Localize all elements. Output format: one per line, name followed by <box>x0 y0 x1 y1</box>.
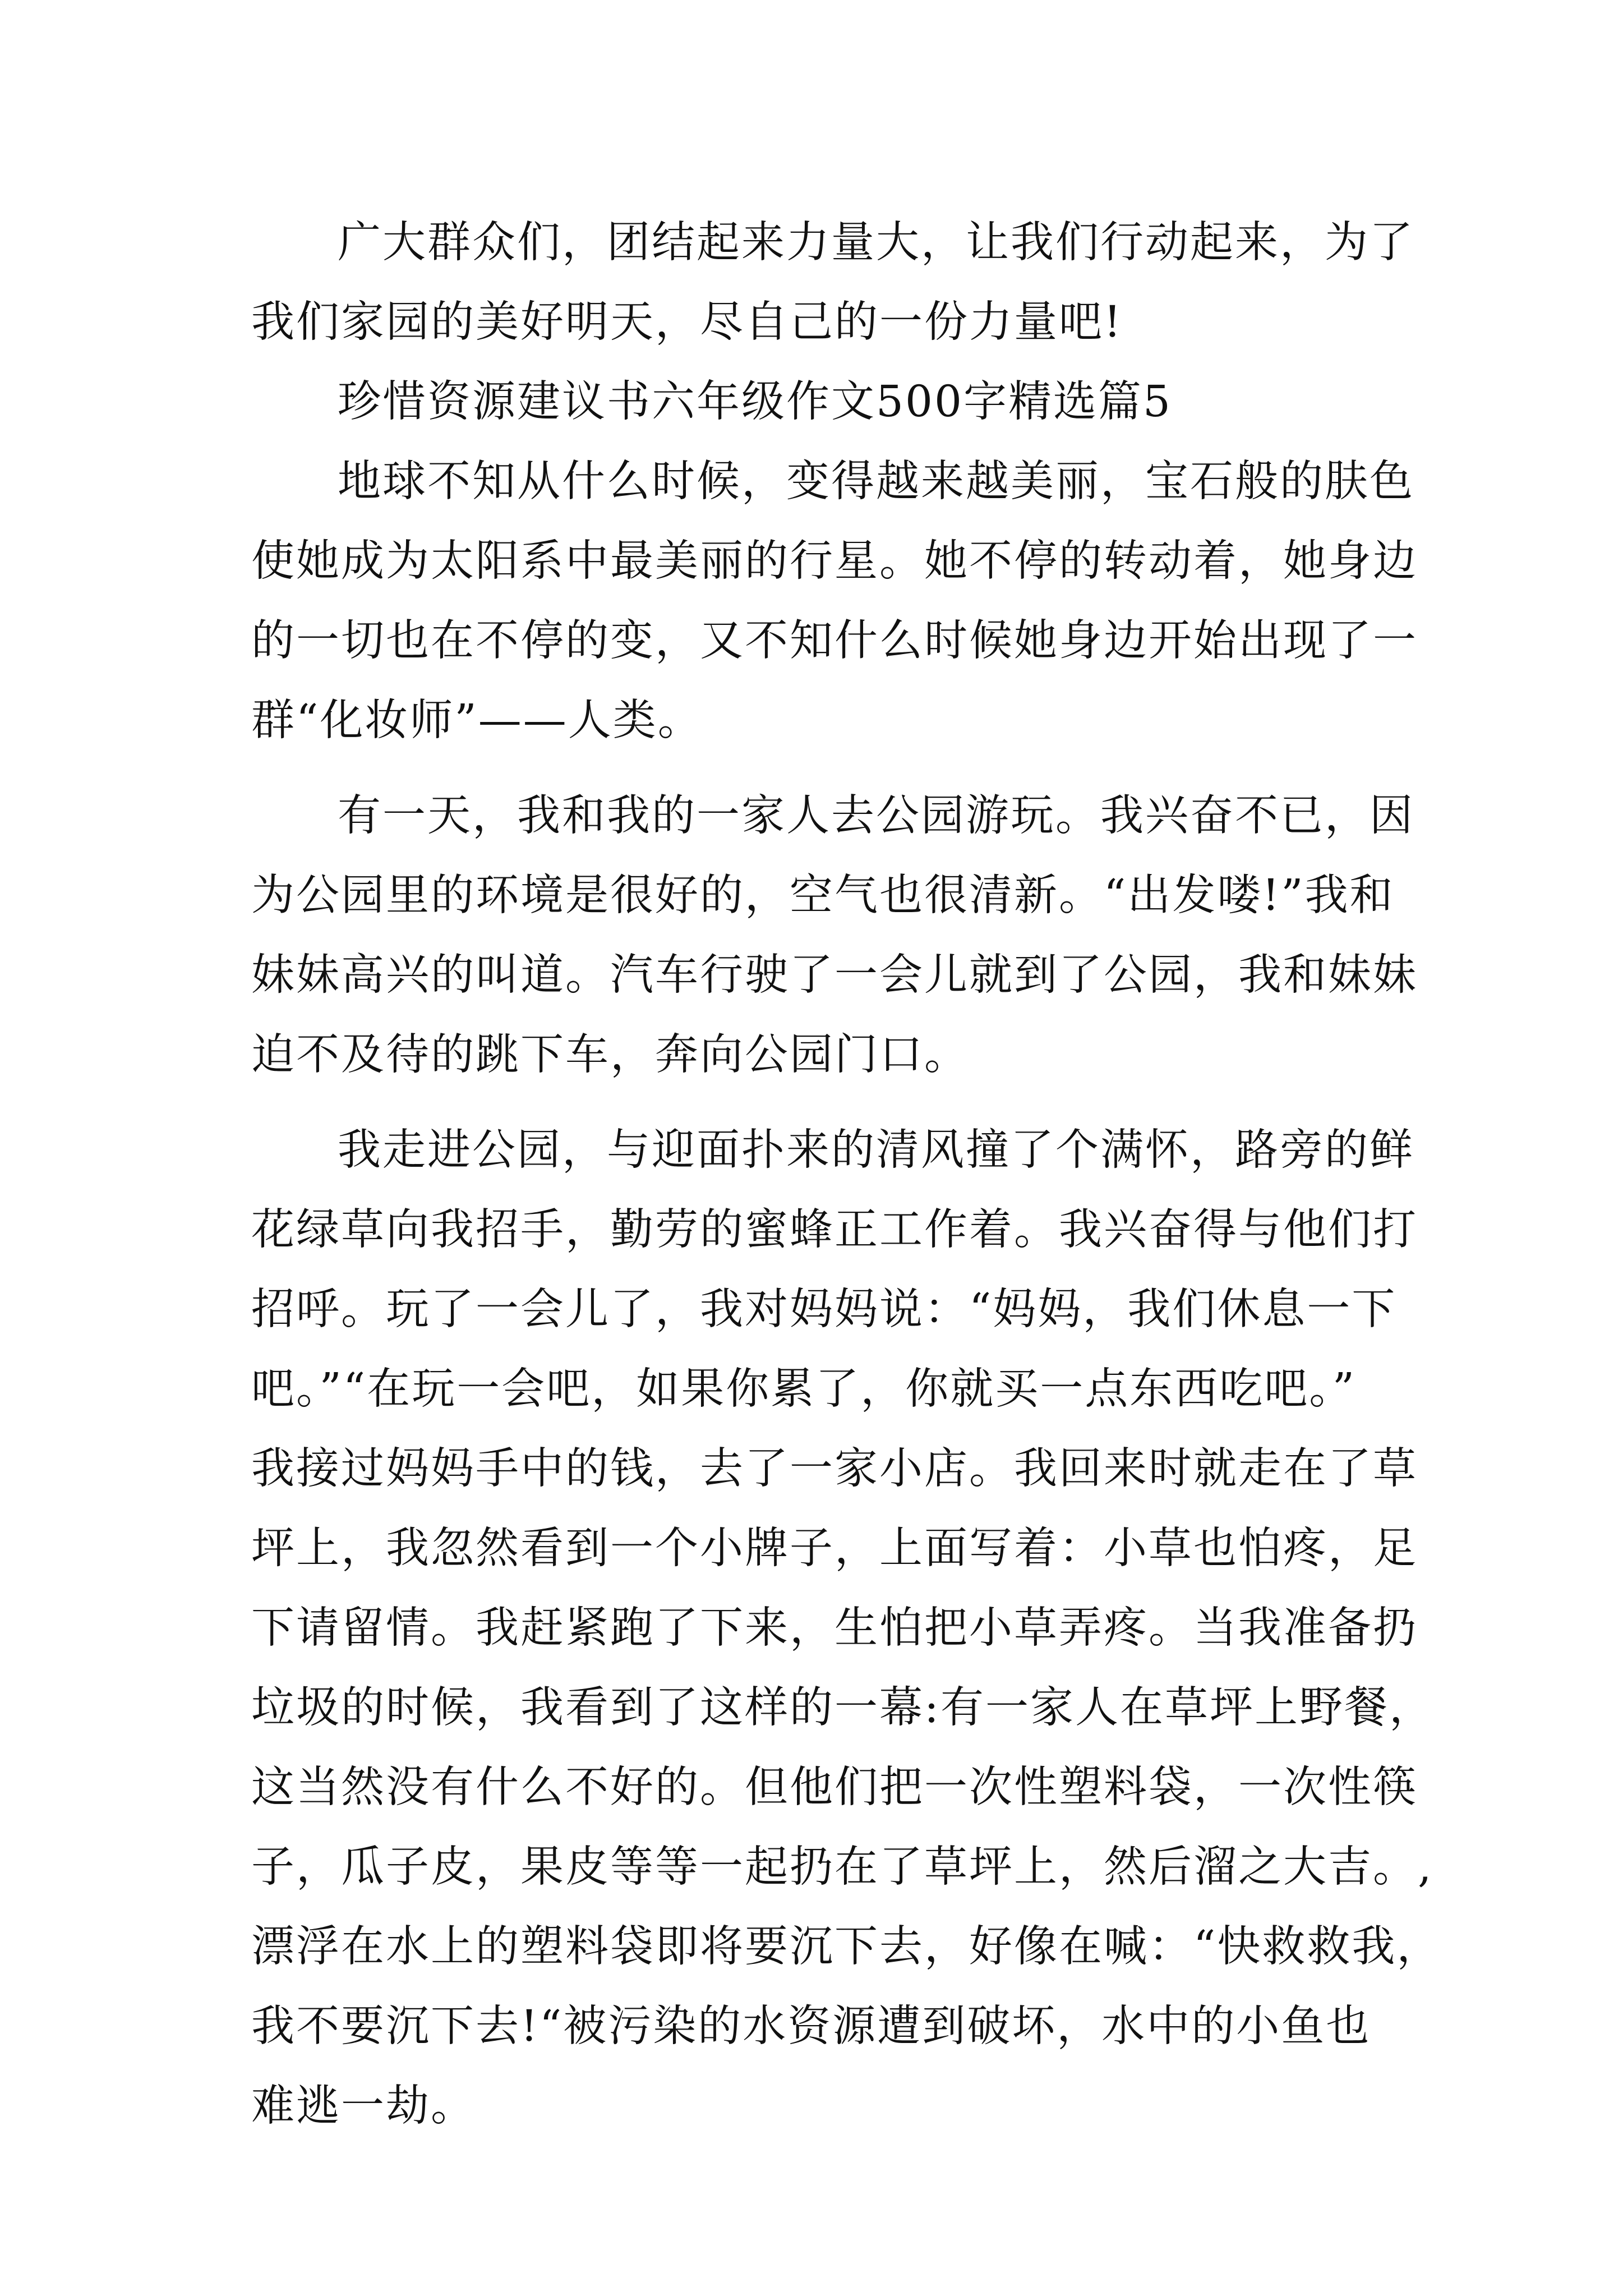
paragraph-line: 难逃一劫。 <box>251 2081 476 2131</box>
paragraph-in-the-park <box>251 1111 1442 2146</box>
paragraph-line: 地球不知从什么时候，变得越来越美丽，宝石般的肤色 <box>338 457 1414 507</box>
paragraph-park-trip <box>251 776 1418 1095</box>
paragraph-line: 坪上，我忽然看到一个小牌子，上面写着：小草也怕疼，足 <box>251 1524 1418 1573</box>
paragraph-line: 群“化妆师”——人类。 <box>251 696 703 746</box>
paragraph-line: 招呼。玩了一会儿了，我对妈妈说：“妈妈，我们休息一下 <box>251 1285 1397 1335</box>
paragraph-line: 我走进公园，与迎面扑来的清风撞了个满怀，路旁的鲜 <box>338 1125 1414 1175</box>
section-heading-text: 珍惜资源建议书六年级作文500字精选篇5 <box>338 377 1172 427</box>
paragraph-line: 花绿草向我招手，勤劳的蜜蜂正工作着。我兴奋得与他们打 <box>251 1205 1418 1255</box>
paragraph-line: 妹妹高兴的叫道。汽车行驶了一会儿就到了公园，我和妹妹 <box>251 950 1418 1000</box>
paragraph-line: 吧。”“在玩一会吧，如果你累了，你就买一点东西吃吧。” <box>251 1364 1357 1414</box>
paragraph-earth-intro <box>251 442 1418 761</box>
paragraph-line: 广大群众们，团结起来力量大，让我们行动起来，为了 <box>338 218 1414 268</box>
paragraph-line: 这当然没有什么不好的。但他们把一次性塑料袋，一次性筷 <box>251 1763 1418 1812</box>
section-heading <box>251 362 1407 442</box>
paragraph-line: 垃圾的时候，我看到了这样的一幕:有一家人在草坪上野餐， <box>251 1683 1434 1733</box>
paragraph-line: 的一切也在不停的变，又不知什么时候她身边开始出现了一 <box>251 616 1418 666</box>
paragraph-line: 漂浮在水上的塑料袋即将要沉下去，好像在喊：“快救救我， <box>251 1922 1442 1972</box>
paragraph-line: 我们家园的美好明天，尽自己的一份力量吧! <box>251 297 1123 347</box>
paragraph-line: 迫不及待的跳下车，奔向公园门口。 <box>251 1030 969 1080</box>
paragraph-line: 使她成为太阳系中最美丽的行星。她不停的转动着，她身边 <box>251 536 1418 586</box>
paragraph-line: 我不要沉下去!“被污染的水资源遭到破坏，水中的小鱼也 <box>251 2001 1371 2051</box>
paragraph-closing-appeal <box>251 203 1414 362</box>
paragraph-line: 我接过妈妈手中的钱，去了一家小店。我回来时就走在了草 <box>251 1444 1418 1494</box>
paragraph-line: 有一天，我和我的一家人去公园游玩。我兴奋不已，因 <box>338 791 1414 841</box>
paragraph-line: 子，瓜子皮，果皮等等一起扔在了草坪上，然后溜之大吉。, <box>251 1842 1433 1892</box>
document-body <box>251 203 1442 2146</box>
paragraph-line: 为公园里的环境是很好的，空气也很清新。“出发喽!”我和 <box>251 871 1395 921</box>
paragraph-line: 下请留情。我赶紧跑了下来，生怕把小草弄疼。当我准备扔 <box>251 1603 1418 1653</box>
